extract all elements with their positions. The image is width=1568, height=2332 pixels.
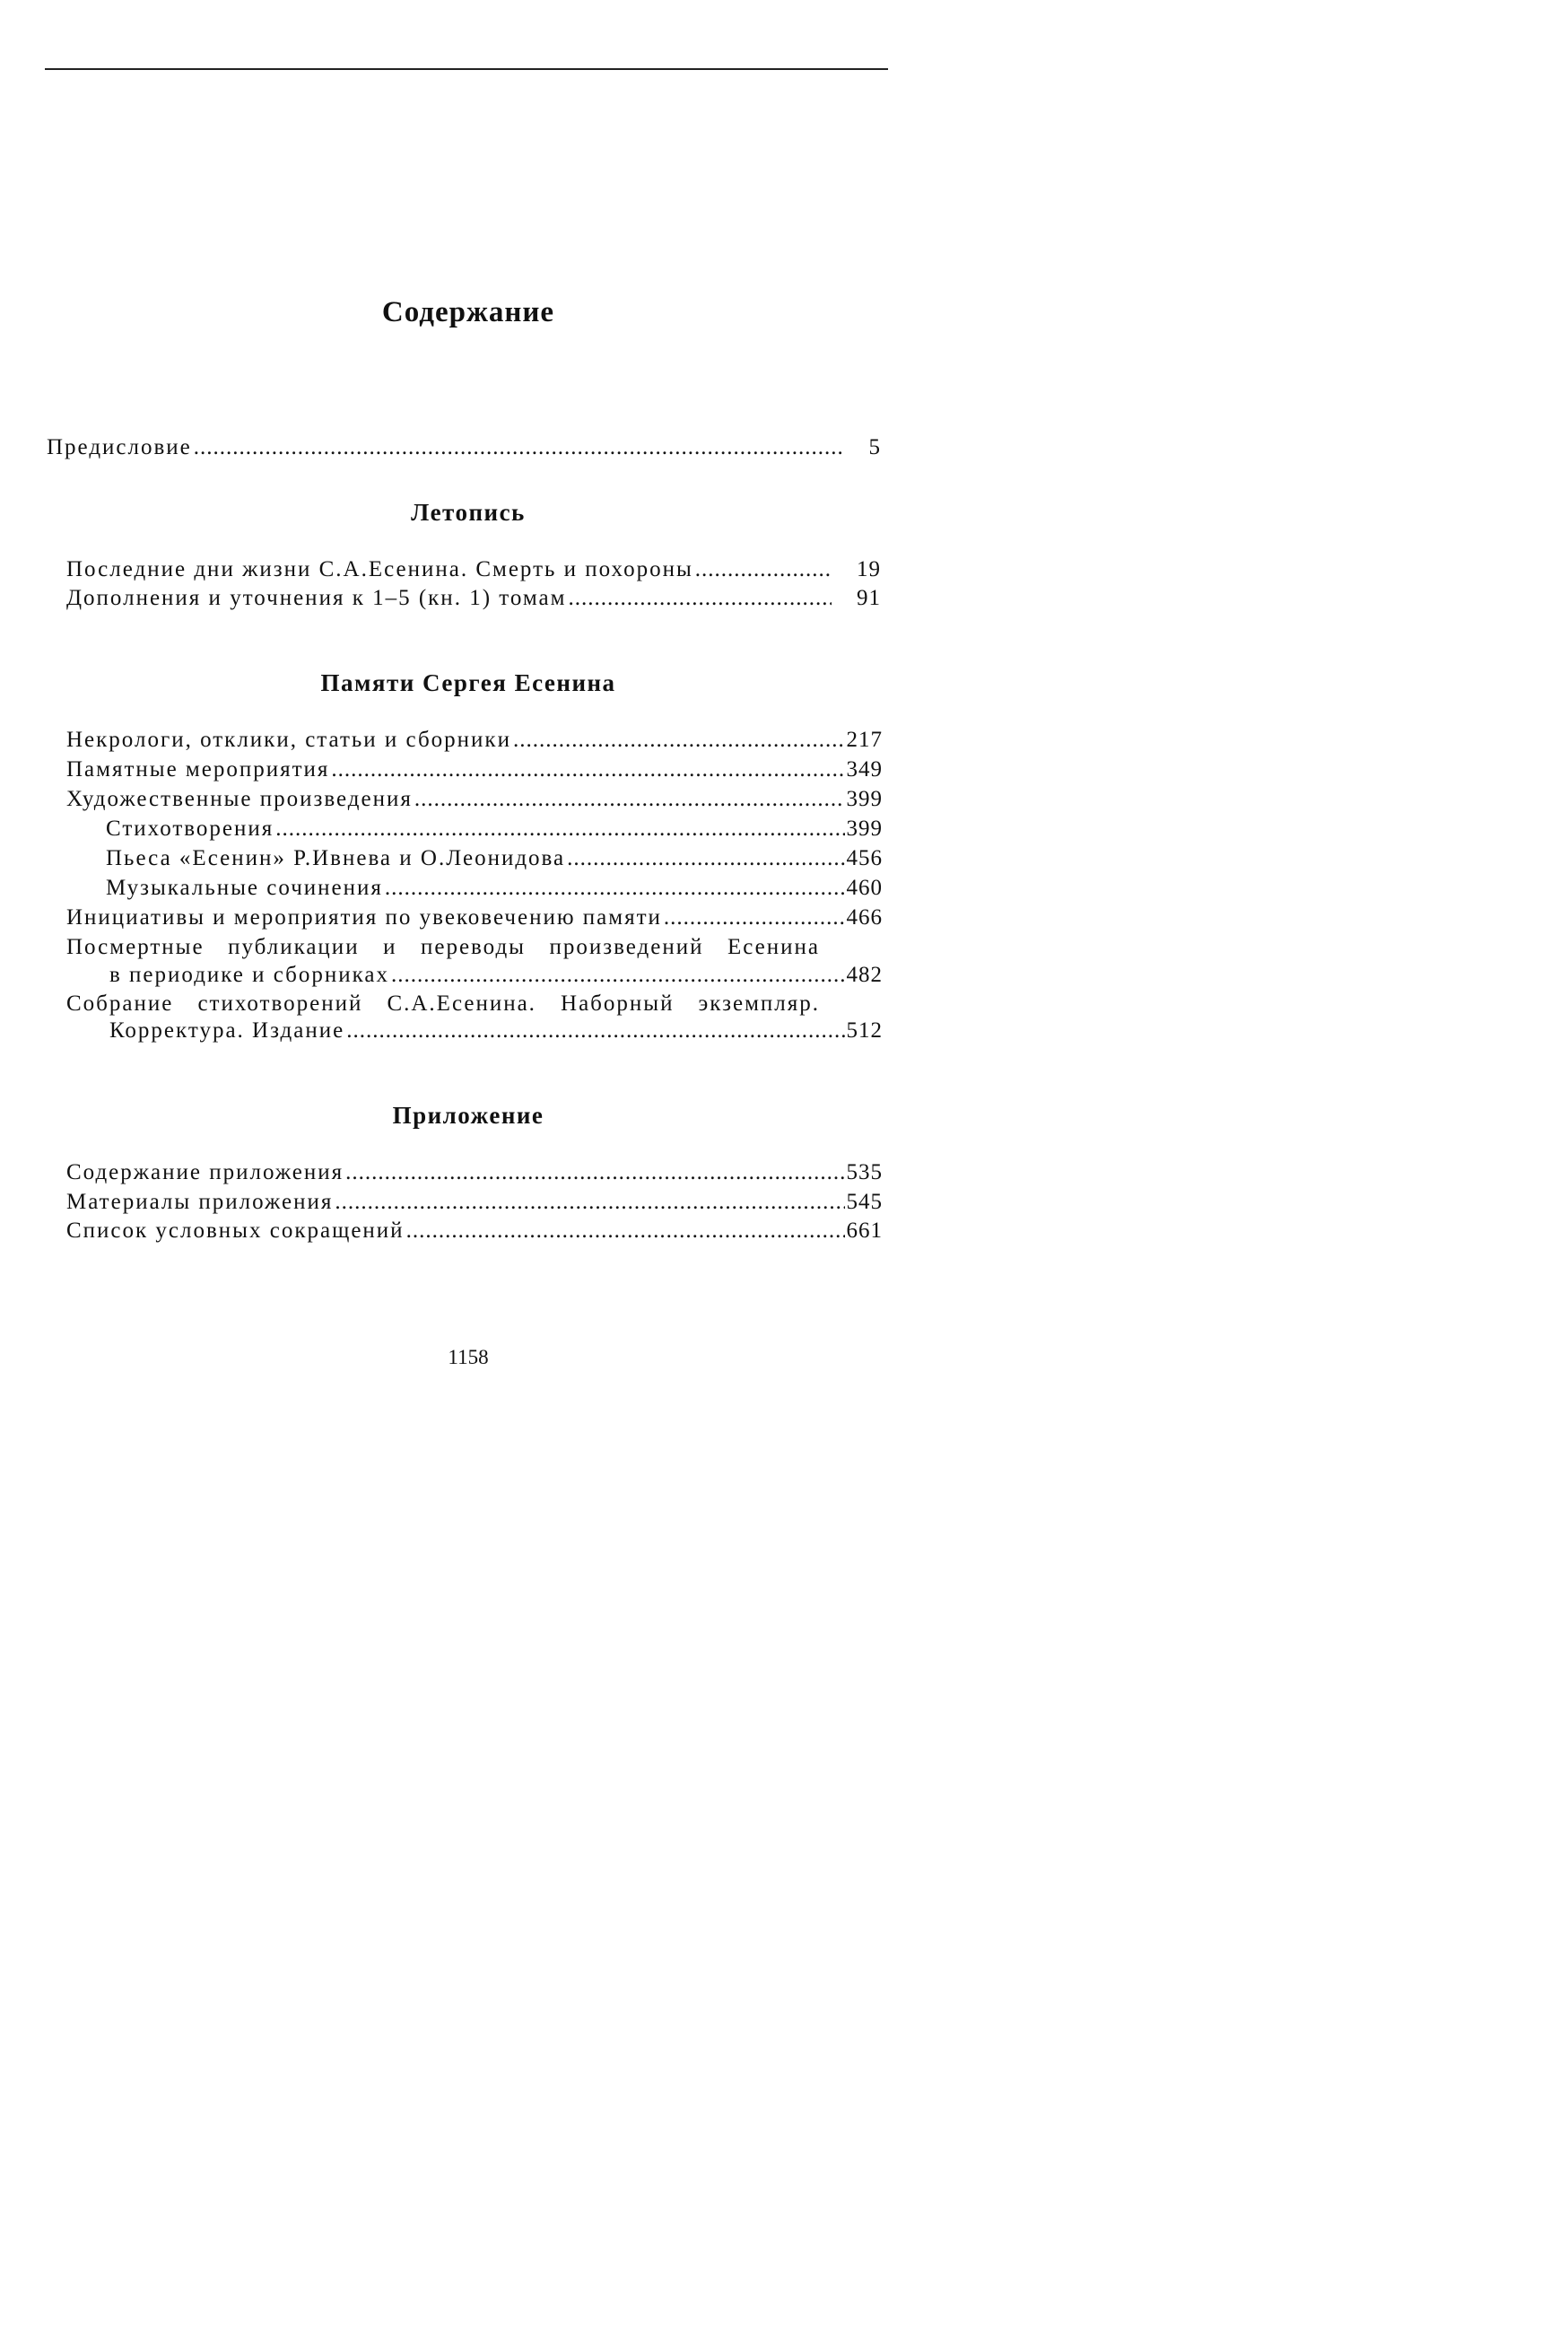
toc-entry-label: Корректура. Издание: [109, 1018, 345, 1043]
toc-entry-label: Предисловие: [47, 435, 192, 459]
dot-leader: [346, 1016, 844, 1045]
toc-entry[interactable]: [66, 725, 883, 755]
toc-entry[interactable]: [66, 784, 883, 814]
page-title: Содержание: [381, 296, 555, 328]
toc-entry-page: 512: [846, 1018, 883, 1043]
toc-entry-page: 535: [846, 1160, 883, 1184]
section-title-memory: Памяти Сергея Есенина: [320, 669, 616, 696]
toc-entry[interactable]: [66, 583, 881, 613]
toc-entry-page: 482: [846, 963, 883, 987]
dot-leader: [414, 784, 845, 814]
toc-entry-label: Дополнения и уточнения к 1–5 (кн. 1) томам: [66, 586, 567, 610]
toc-entry-page: 456: [846, 846, 883, 870]
dot-leader: [335, 1187, 844, 1217]
toc-entry-line1[interactable]: Посмертные публикации и переводы произведений Есенина: [66, 935, 820, 959]
toc-entry-label: Инициативы и мероприятия по увековечению памяти: [66, 905, 662, 930]
toc-entry-label: Содержание приложения: [66, 1160, 344, 1184]
toc-entry[interactable]: [66, 1187, 883, 1217]
dot-leader: [695, 555, 832, 584]
toc-entry-label: Список условных сокращений: [66, 1218, 405, 1243]
section-title-appendix: Приложение: [392, 1102, 544, 1129]
dot-leader: [567, 843, 844, 873]
toc-entry[interactable]: [66, 755, 883, 784]
toc-entry-continuation[interactable]: [109, 960, 883, 990]
toc-subentry[interactable]: [106, 873, 883, 903]
toc-subentry[interactable]: [106, 814, 883, 843]
dot-leader: [331, 755, 844, 784]
toc-entry[interactable]: [66, 903, 883, 932]
toc-entry-continuation[interactable]: [109, 1016, 883, 1045]
toc-entry-preface[interactable]: [47, 432, 881, 462]
toc-entry-label: Стихотворения: [106, 817, 274, 841]
toc-entry-page: 399: [846, 787, 883, 811]
toc-entry[interactable]: [66, 1216, 883, 1245]
toc-entry-label: Последние дни жизни С.А.Есенина. Смерть и похороны: [66, 557, 693, 581]
toc-entry-label: Пьеса «Есенин» Р.Ивнева и О.Леонидова: [106, 846, 566, 870]
toc-subentry[interactable]: [106, 843, 883, 873]
toc-entry-page: 661: [846, 1218, 883, 1243]
page-number: 1158: [448, 1346, 489, 1368]
section-title-chronicle: Летопись: [411, 499, 526, 526]
toc-entry-page: 5: [868, 435, 881, 459]
dot-leader: [385, 873, 845, 903]
toc-entry[interactable]: [66, 555, 881, 584]
dot-leader: [406, 1216, 845, 1245]
toc-entry-page: 19: [857, 557, 881, 581]
toc-entry-label: Музыкальные сочинения: [106, 876, 383, 900]
toc-entry-page: 349: [846, 757, 883, 782]
dot-leader: [194, 432, 844, 462]
dot-leader: [513, 725, 845, 755]
toc-entry-label: Художественные произведения: [66, 787, 413, 811]
toc-entry-page: 399: [846, 817, 883, 841]
toc-entry-page: 460: [846, 876, 883, 900]
dot-leader: [345, 1157, 844, 1187]
toc-entry-line1[interactable]: Собрание стихотворений С.А.Есенина. Наборный экземпляр.: [66, 991, 820, 1016]
toc-entry-page: 91: [857, 586, 881, 610]
toc-entry-label: Материалы приложения: [66, 1190, 334, 1214]
dot-leader: [275, 814, 844, 843]
toc-entry-label: Памятные мероприятия: [66, 757, 330, 782]
header-rule: [45, 68, 888, 70]
toc-entry-page: 217: [846, 728, 883, 752]
toc-entry-label: в периодике и сборниках: [109, 963, 390, 987]
toc-entry-page: 466: [846, 905, 883, 930]
toc-entry-page: 545: [846, 1190, 883, 1214]
toc-entry[interactable]: [66, 1157, 883, 1187]
toc-entry-label: Некрологи, отклики, статьи и сборники: [66, 728, 511, 752]
dot-leader: [664, 903, 845, 932]
dot-leader: [568, 583, 832, 613]
dot-leader: [391, 960, 844, 990]
